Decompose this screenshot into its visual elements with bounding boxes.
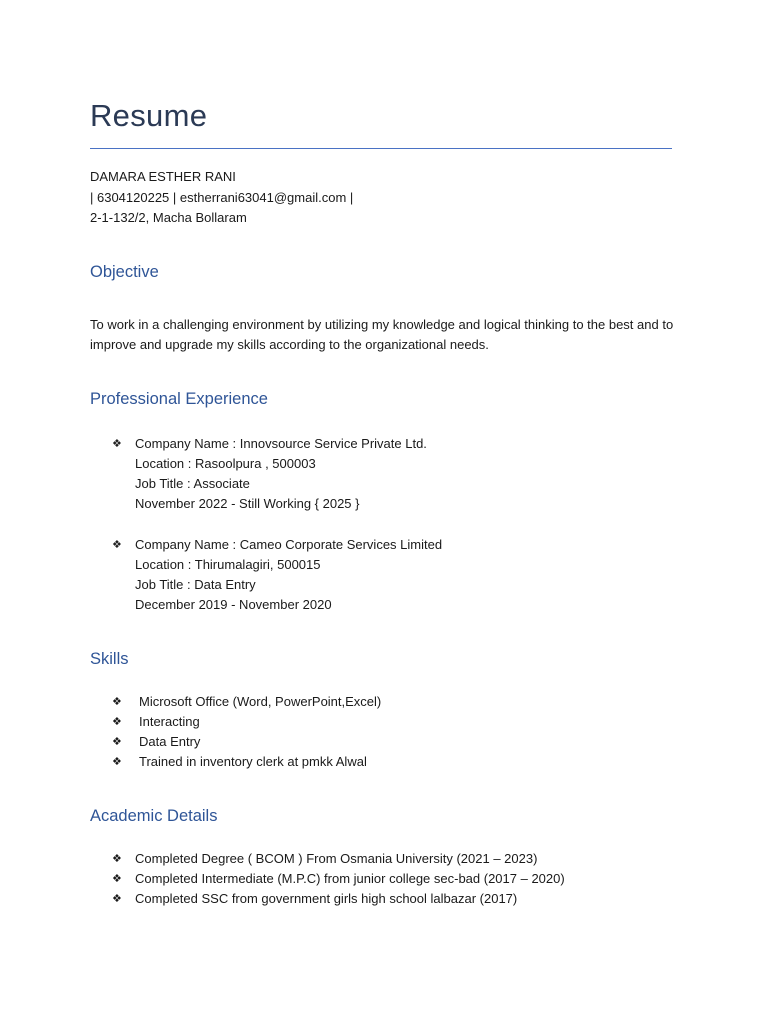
diamond-bullet-icon: ❖: [112, 716, 122, 728]
contact-address: 2-1-132/2, Macha Bollaram: [90, 210, 247, 225]
skill-text: Trained in inventory clerk at pmkk Alwal: [139, 754, 367, 769]
diamond-bullet-icon: ❖: [112, 539, 122, 551]
diamond-bullet-icon: ❖: [112, 736, 122, 748]
skill-text: Microsoft Office (Word, PowerPoint,Excel): [139, 694, 382, 709]
diamond-bullet-icon: ❖: [112, 696, 122, 708]
experience-company: Company Name : Innovsource Service Private Ltd.: [135, 436, 427, 451]
title-divider: [90, 148, 672, 149]
contact-phone-email: | 6304120225 | estherrani63041@gmail.com |: [90, 190, 354, 205]
objective-text: To work in a challenging environment by utilizing my knowledge and logical thinking to the best and to improve and upgrade my skills according to the organizational needs.: [90, 317, 674, 352]
skills-heading: Skills: [90, 650, 129, 668]
diamond-bullet-icon: ❖: [112, 893, 122, 905]
objective-heading: Objective: [90, 263, 159, 281]
experience-location: Location : Rasoolpura , 500003: [135, 456, 316, 471]
academic-text: Completed Degree ( BCOM ) From Osmania University (2021 – 2023): [135, 851, 538, 866]
experience-period: December 2019 - November 2020: [135, 597, 332, 612]
skill-text: Data Entry: [139, 734, 201, 749]
experience-heading: Professional Experience: [90, 390, 268, 408]
experience-job-title: Job Title : Associate: [135, 476, 250, 491]
academic-heading: Academic Details: [90, 807, 218, 825]
experience-period: November 2022 - Still Working { 2025 }: [135, 496, 360, 511]
experience-job-title: Job Title : Data Entry: [135, 577, 256, 592]
experience-location: Location : Thirumalagiri, 500015: [135, 557, 321, 572]
candidate-name: DAMARA ESTHER RANI: [90, 169, 236, 184]
diamond-bullet-icon: ❖: [112, 853, 122, 865]
academic-text: Completed SSC from government girls high school lalbazar (2017): [135, 891, 518, 906]
diamond-bullet-icon: ❖: [112, 438, 122, 450]
experience-company: Company Name : Cameo Corporate Services Limited: [135, 537, 443, 552]
diamond-bullet-icon: ❖: [112, 756, 122, 768]
page-title: Resume: [90, 98, 208, 133]
diamond-bullet-icon: ❖: [112, 873, 122, 885]
skill-text: Interacting: [139, 714, 200, 729]
academic-text: Completed Intermediate (M.P.C) from junior college sec-bad (2017 – 2020): [135, 871, 565, 886]
